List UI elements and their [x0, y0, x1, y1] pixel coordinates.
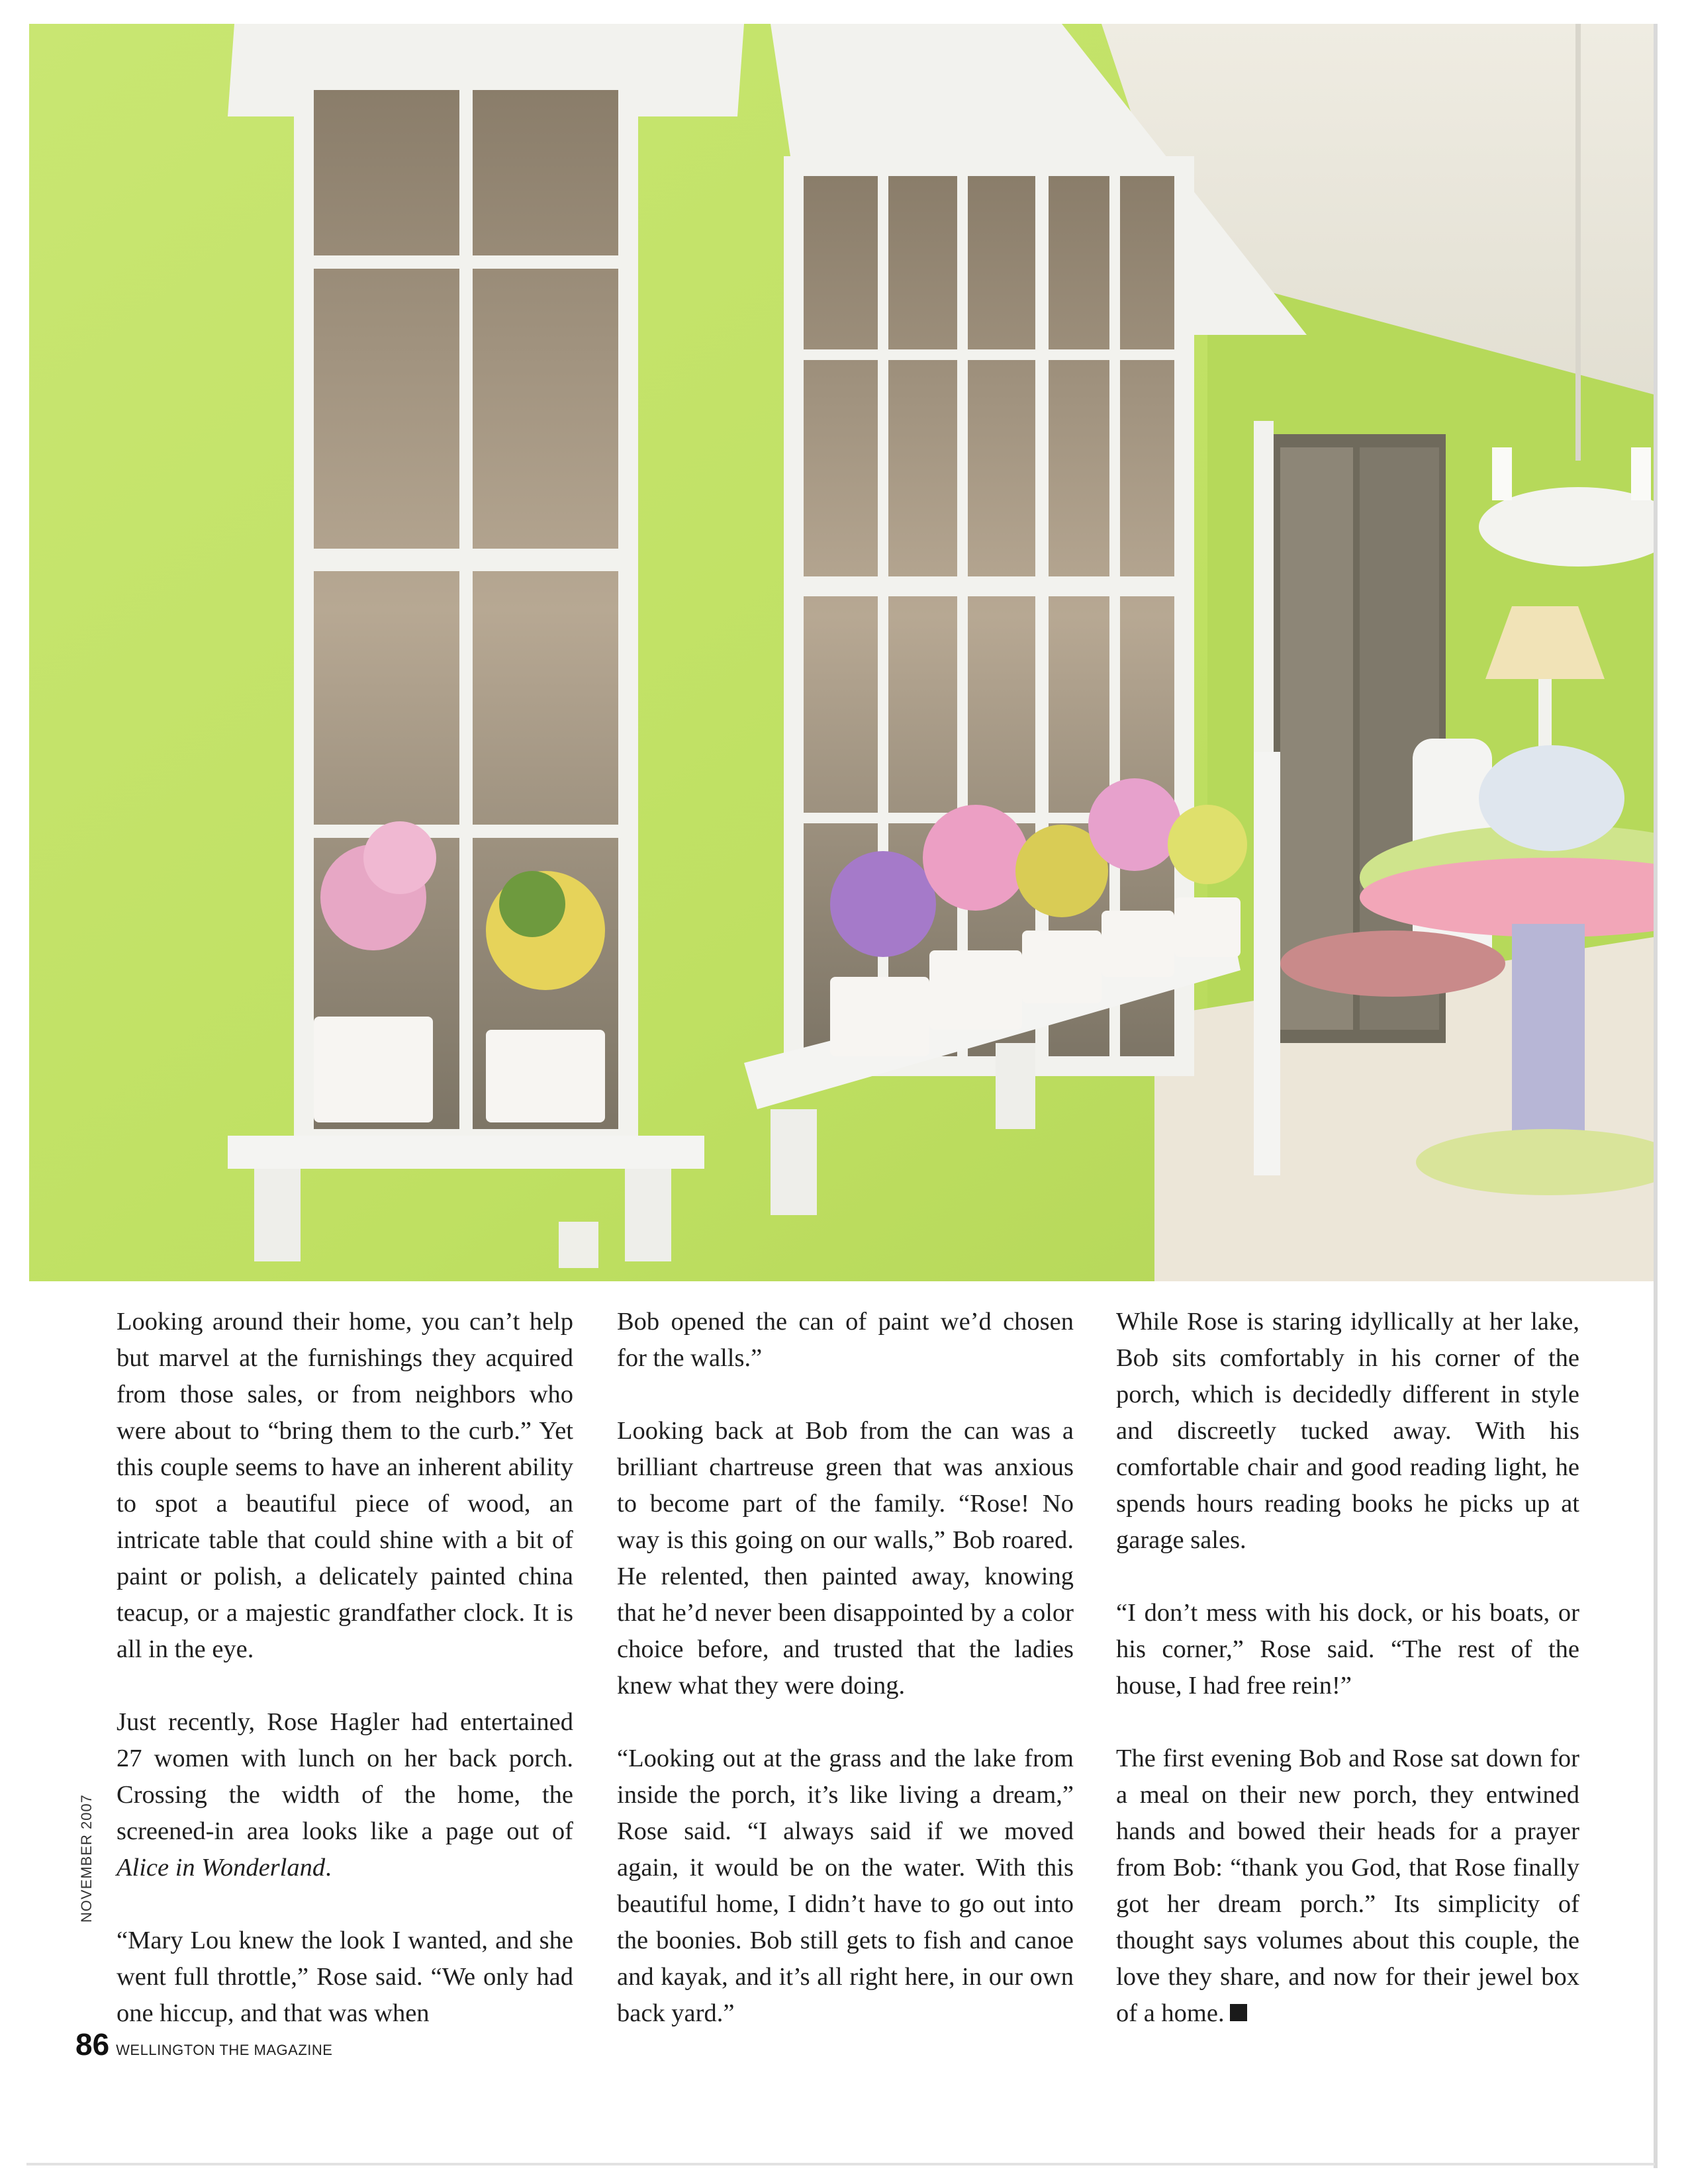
paragraph-text: The first evening Bob and Rose sat down for a meal on their new porch, they entwined hands and bowed their heads for a prayer from Bob: “thank you God, that Rose finally got her dream porch.” Its simplicity of thought says volumes about this couple, the love they share, and now for their jewel box of a home.	[1116, 1745, 1579, 2027]
paragraph: Looking around their home, you can’t help but marvel at the furnishings they acquired from those sales, or from neighbors who were about to “bring them to the curb.” Yet this couple seems to have an inherent ability to spot a beautiful piece of wood, an intricate table that could shine with a bit of paint or polish, a delicately painted china teacup, or a majestic grandfather clock. It is all in the eye.	[117, 1308, 573, 1663]
paragraph: “I don’t mess with his dock, or his boats, or his corner,” Rose said. “The rest of the house, I had free rein!”	[1116, 1599, 1579, 1700]
paragraph: Bob opened the can of paint we’d chosen for the walls.”	[617, 1308, 1074, 1372]
page-number: 86	[75, 2027, 110, 2062]
paragraph	[1116, 1741, 1579, 2032]
article-column-3	[1116, 1304, 1579, 2032]
paragraph: Looking back at Bob from the can was a brilliant chartreuse green that was anxious to become part of the family. “Rose! No way is this going on our walls,” Bob roared. He relented, then painted away, knowing that he’d never been disappointed by a color choice before, and trusted that the ladies knew what they were doing.	[617, 1417, 1074, 1700]
end-of-article-mark	[1230, 2004, 1247, 2021]
paragraph: “Looking out at the grass and the lake from inside the porch, it’s like living a dream,” Rose said. “I always said if we moved again, it would be on the water. With this beautiful home, I didn’t have to go out into the boonies. Bob still gets to fish and canoe and kayak, and it’s all right here, in our own back yard.”	[617, 1745, 1074, 2027]
porch-photo	[29, 24, 1654, 1281]
magazine-name: WELLINGTON THE MAGAZINE	[116, 2042, 333, 2058]
article-column-2	[617, 1304, 1074, 2032]
paragraph: While Rose is staring idyllically at her lake, Bob sits comfortably in his corner of the porch, which is decidedly different in style and discreetly tucked away. With his comfortable chair and good reading light, he spends hours reading books he picks up at garage sales.	[1116, 1308, 1579, 1554]
page-edge	[1654, 24, 1658, 2168]
article-column-1	[117, 1304, 573, 2032]
folio	[75, 2026, 332, 2062]
paragraph: “Mary Lou knew the look I wanted, and she went full throttle,” Rose said. “We only had one hiccup, and that was when	[117, 1927, 573, 2027]
paragraph-end: .	[325, 1854, 332, 1882]
page-bottom-edge	[26, 2163, 1655, 2165]
paragraph	[117, 1704, 573, 1886]
paragraph-text: Just recently, Rose Hagler had entertained 27 women with lunch on her back porch. Crossing the width of the home, the screened-in area looks like a page out of	[117, 1708, 573, 1845]
issue-date: NOVEMBER 2007	[78, 1794, 95, 1923]
book-title: Alice in Wonderland	[117, 1854, 326, 1882]
